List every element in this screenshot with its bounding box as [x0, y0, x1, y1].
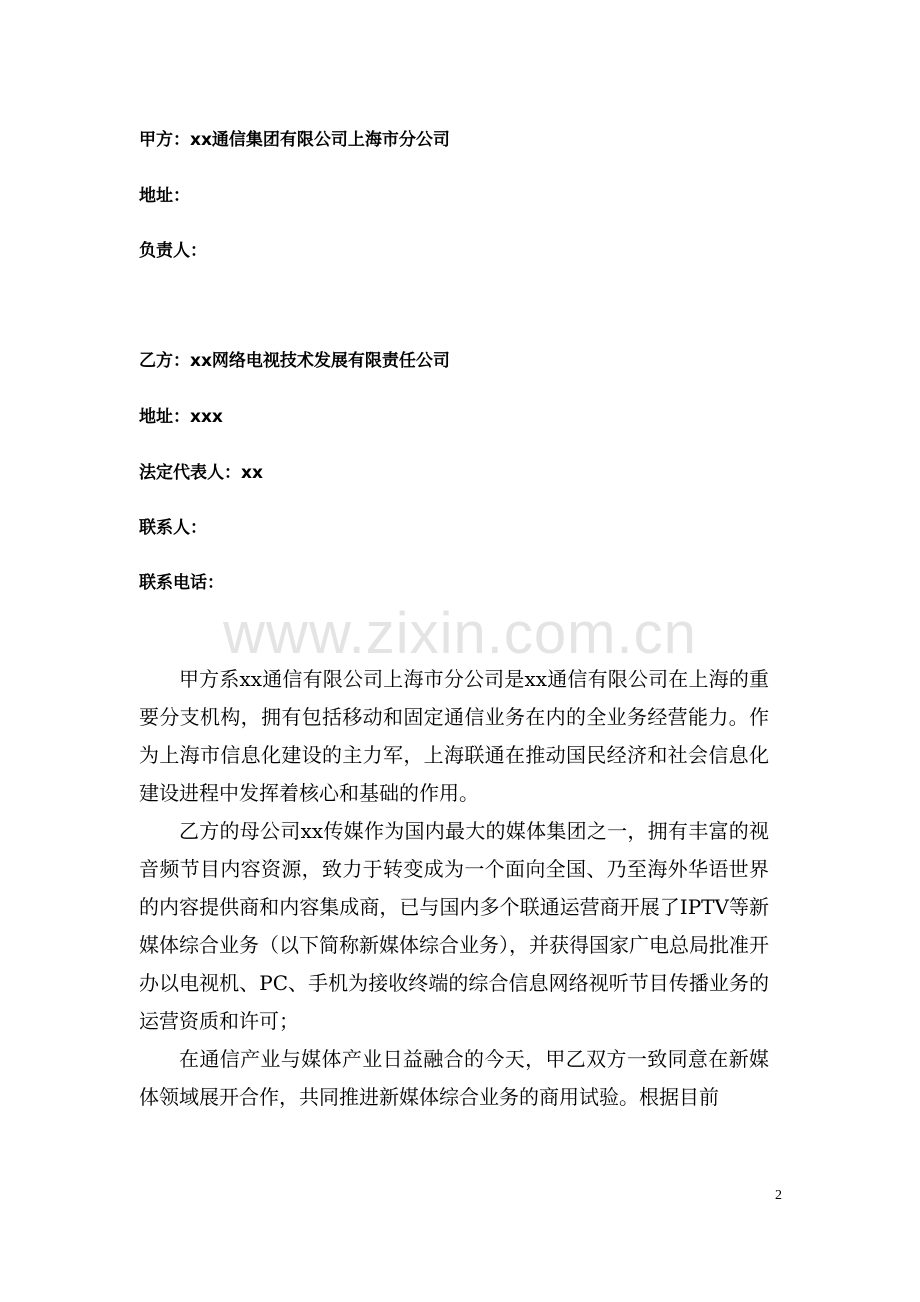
party-b-name: 乙方：xx网络电视技术发展有限责任公司	[139, 351, 450, 371]
party-b-phone: 联系电话：	[139, 573, 224, 593]
party-b-legal-representative: 法定代表人：xx	[139, 463, 263, 483]
party-a-address: 地址：	[139, 186, 190, 206]
watermark: www.zixin.com.cn	[223, 601, 697, 666]
paragraph-party-a-intro: 甲方系xx通信有限公司上海市分公司是xx通信有限公司在上海的重要分支机构，拥有包括移动和固定通信业务在内的全业务经营能力。作为上海市信息化建设的主力军，上海联通在推动国民经济和社会信息化建设进程中发挥着核心和基础的作用。	[139, 667, 769, 805]
party-a-name: 甲方：xx通信集团有限公司上海市分公司	[139, 130, 450, 150]
document-body	[139, 660, 769, 1116]
page-number: 2	[775, 1188, 782, 1203]
party-a-responsible: 负责人：	[139, 241, 207, 261]
paragraph-party-b-intro: 乙方的母公司xx传媒作为国内最大的媒体集团之一，拥有丰富的视音频节目内容资源，致力于转变成为一个面向全国、乃至海外华语世界的内容提供商和内容集成商，已与国内多个联通运营商开展了IPTV等新媒体综合业务（以下简称新媒体综合业务），并获得国家广电总局批准开办以电视机、PC、手机为接收终端的综合信息网络视听节目传播业务的运营资质和许可；	[139, 819, 769, 1033]
party-b-address: 地址：xxx	[139, 407, 223, 427]
paragraph-cooperation: 在通信产业与媒体产业日益融合的今天，甲乙双方一致同意在新媒体领域展开合作，共同推进新媒体综合业务的商用试验。根据目前	[139, 1047, 769, 1109]
party-b-contact: 联系人：	[139, 518, 207, 538]
